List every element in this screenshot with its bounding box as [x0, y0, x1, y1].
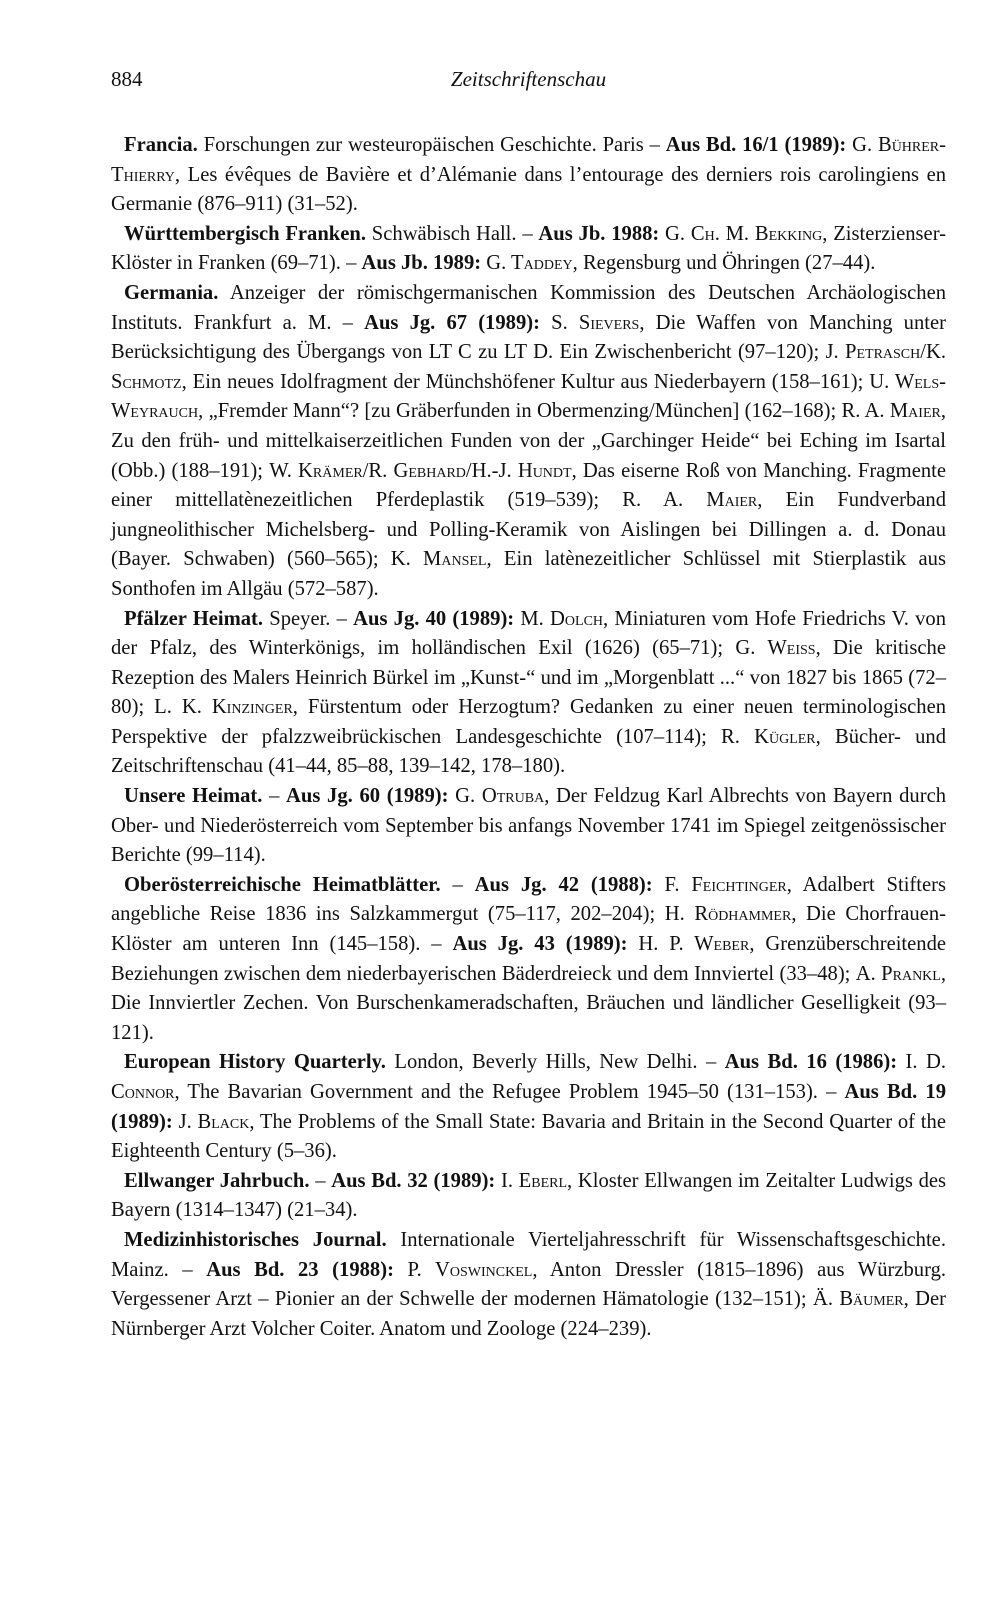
journal-entry: Germania. Anzeiger der römischgermanischen Kommission des Deutschen Archäologischen Instituts. Frankfurt a. M. – Aus Jg. 67 (1989): S. Sievers, Die Waffen von Manching unter Berücksichtigung des Übergangs von LT C zu LT D. Ein Zwischenbericht (97–120); J. Petrasch/K. Schmotz, Ein neues Idolfragment der Münchshöfener Kultur aus Niederbayern (158–161); U. Wels-Weyrauch, „Fremder Mann“? [zu Gräberfunden in Obermenzing/München] (162–168); R. A. Maier, Zu den früh- und mittelkaiserzeitlichen Funden von der „Garchinger Heide“ bei Eching im Isartal (Obb.) (188–191); W. Krämer/R. Gebhard/H.-J. Hundt, Das eiserne Roß von Manching. Fragmente einer mittellatènezeitlichen Pferdeplastik (519–539); R. A. Maier, Ein Fundverband jungneolithischer Michelsberg- und Polling-Keramik von Aislingen bei Dillingen a. d. Donau (Bayer. Schwaben) (560–565); K. Mansel, Ein latènezeitlicher Schlüssel mit Stierplastik aus Sonthofen im Allgäu (572–587).	[111, 281, 947, 600]
journal-name: Pfälzer Heimat.	[124, 607, 264, 630]
article-title: Ein neues Idolfragment der Münchshöfener Kultur aus Niederbayern (158–161);	[192, 370, 864, 393]
article-title: Die Chorfrauen-Klöster am unteren Inn (145–158).	[111, 903, 946, 956]
article-title: Adalbert Stifters angebliche Reise 1836 ins Salzkammergut (75–117, 202–204);	[111, 873, 947, 926]
article-title: „Fremder Mann“? [zu Gräberfunden in Obermenzing/München] (162–168);	[208, 400, 837, 423]
volume-reference: Aus Bd. 23 (1988):	[206, 1258, 394, 1281]
article-title: Grenzüberschreitende Beziehungen zwischen dem niederbayerischen Bäderdreieck und dem Innviertel (33–48);	[111, 933, 947, 985]
volume-reference: Aus Jb. 1989:	[361, 252, 482, 275]
article-author: J. Petrasch/K. Schmotz	[111, 341, 946, 393]
article-author: U. Wels-Weyrauch	[111, 370, 947, 423]
article-title: Ein Fundverband jungneolithischer Michelsberg- und Polling-Keramik von Aislingen bei Dillingen a. d. Donau (Bayer. Schwaben) (560–565);	[111, 489, 947, 571]
bibliography-list	[111, 131, 946, 1344]
volume-reference: Aus Bd. 19 (1989):	[111, 1081, 946, 1133]
journal-name: Württembergisch Franken.	[124, 222, 367, 245]
article-author: G. Bührer-Thierry	[111, 134, 946, 186]
journal-entry: Francia. Forschungen zur westeuropäischen Geschichte. Paris – Aus Bd. 16/1 (1989): G. Bührer-Thierry, Les évêques de Bavière et d’Alémanie dans l’entourage des derniers rois carolingiens en Germanie (876–911) (31–52).	[111, 134, 947, 216]
article-author: M. Dolch	[520, 607, 604, 630]
journal-name: Oberösterreichische Heimatblätter.	[124, 873, 441, 896]
journal-name: Germania.	[124, 281, 219, 304]
volume-reference: Aus Jb. 1988:	[538, 222, 660, 245]
article-author: P. Voswinckel	[407, 1258, 533, 1281]
volume-reference: Aus Jg. 60 (1989):	[286, 785, 449, 808]
journal-subtitle: London, Beverly Hills, New Delhi.	[394, 1051, 698, 1074]
article-author: H. P. Weber	[638, 933, 750, 956]
article-author: F. Feichtinger	[664, 873, 787, 896]
article-title: The Problems of the Small State: Bavaria and Britain in the Second Quarter of the Eighteenth Century (5–36).	[111, 1110, 946, 1163]
article-title: Zisterzienser-Klöster in Franken (69–71).	[111, 222, 946, 275]
article-title: Die Waffen von Manching unter Berücksichtigung des Übergangs von LT C zu LT D. Ein Zwischenbericht (97–120);	[111, 311, 946, 364]
article-author: W. Krämer/R. Gebhard/H.-J. Hundt	[269, 459, 572, 482]
article-author: I. D. Connor	[111, 1051, 947, 1103]
article-author: H. Rödhammer	[664, 903, 792, 926]
article-author: I. Eberl	[500, 1169, 568, 1192]
article-author: J. Black	[178, 1110, 250, 1133]
article-author: R. A. Maier	[622, 489, 758, 512]
page-number: 884	[111, 67, 143, 91]
volume-reference: Aus Bd. 32 (1989):	[331, 1169, 496, 1192]
article-author: R. A. Maier	[841, 400, 941, 423]
journal-subtitle: Internationale Vierteljahresschrift für Wissenschaftsgeschichte. Mainz.	[111, 1228, 946, 1281]
volume-reference: Aus Bd. 16/1 (1989):	[665, 134, 847, 156]
journal-subtitle: Forschungen zur westeuropäischen Geschichte. Paris	[203, 134, 644, 156]
journal-name: Ellwanger Jahrbuch.	[124, 1169, 310, 1192]
article-title: Bücher- und Zeitschriftenschau (41–44, 85–88, 139–142, 178–180).	[111, 725, 946, 778]
journal-subtitle: Speyer.	[269, 607, 331, 630]
journal-entry: Medizinhistorisches Journal. Internationale Vierteljahresschrift für Wissenschaftsgeschichte. Mainz. – Aus Bd. 23 (1988): P. Voswinckel, Anton Dressler (1815–1896) aus Würzburg. Vergessener Arzt – Pionier an der Schwelle der modernen Hämatologie (132–151); Ä. Bäumer, Der Nürnberger Arzt Volcher Coiter. Anatom und Zoologe (224–239).	[111, 1228, 947, 1340]
article-author: A. Prankl	[855, 962, 941, 985]
article-title: Regensburg und Öhringen (27–44).	[582, 252, 876, 275]
volume-reference: Aus Bd. 16 (1986):	[724, 1051, 898, 1074]
journal-name: Unsere Heimat.	[124, 785, 263, 808]
article-title: Zu den früh- und mittelkaiserzeitlichen Funden von der „Garchinger Heide“ bei Eching im Isartal (Obb.) (188–191);	[111, 429, 946, 482]
article-title: Fürstentum oder Herzogtum? Gedanken zu einer neuen terminologischen Perspektive der pfalzzweibrückischen Landesgeschichte (107–114);	[111, 696, 947, 748]
volume-reference: Aus Jg. 67 (1989):	[364, 311, 540, 334]
running-head	[111, 66, 946, 100]
article-title: Kloster Ellwangen im Zeitalter Ludwigs des Bayern (1314–1347) (21–34).	[111, 1169, 947, 1222]
article-title: Das eiserne Roß von Manching. Fragmente einer mittellatènezeitlichen Pferdeplastik (519–539);	[111, 459, 946, 512]
running-title: Zeitschriftenschau	[450, 67, 607, 91]
journal-name: Francia.	[124, 134, 198, 156]
article-author: G. Ch. M. Bekking	[665, 222, 823, 245]
article-author: K. Mansel	[390, 548, 487, 571]
article-title: Miniaturen vom Hofe Friedrichs V. von der Pfalz, des Winterkönigs, im holländischen Exil (1626) (65–71);	[111, 607, 947, 660]
article-title: The Bavarian Government and the Refugee Problem 1945–50 (131–153).	[187, 1081, 818, 1103]
journal-name: Medizinhistorisches Journal.	[124, 1228, 387, 1251]
volume-reference: Aus Jg. 40 (1989):	[353, 607, 515, 630]
journal-entry: Unsere Heimat. – Aus Jg. 60 (1989): G. Otruba, Der Feldzug Karl Albrechts von Bayern durch Ober- und Niederösterreich vom September bis anfangs November 1741 im Spiegel zeitgenössischer Berichte (99–114).	[111, 785, 947, 867]
journal-entry: Pfälzer Heimat. Speyer. – Aus Jg. 40 (1989): M. Dolch, Miniaturen vom Hofe Friedrichs V. von der Pfalz, des Winterkönigs, im holländischen Exil (1626) (65–71); G. Weiss, Die kritische Rezeption des Malers Heinrich Bürkel im „Kunst-“ und im „Morgenblatt ...“ von 1827 bis 1865 (72–80); L. K. Kinzinger, Fürstentum oder Herzogtum? Gedanken zu einer neuen terminologischen Perspektive der pfalzzweibrückischen Landesgeschichte (107–114); R. Kügler, Bücher- und Zeitschriftenschau (41–44, 85–88, 139–142, 178–180).	[111, 607, 947, 778]
journal-subtitle: Anzeiger der römischgermanischen Kommission des Deutschen Archäologischen Instituts. Frankfurt a. M.	[111, 281, 947, 334]
journal-entry: Ellwanger Jahrbuch. – Aus Bd. 32 (1989): I. Eberl, Kloster Ellwangen im Zeitalter Ludwigs des Bayern (1314–1347) (21–34).	[111, 1169, 947, 1222]
journal-entry: Württembergisch Franken. Schwäbisch Hall. – Aus Jb. 1988: G. Ch. M. Bekking, Zisterzienser-Klöster in Franken (69–71). – Aus Jb. 1989: G. Taddey, Regensburg und Öhringen (27–44).	[111, 222, 946, 275]
article-title: Anton Dressler (1815–1896) aus Würzburg. Vergessener Arzt – Pionier an der Schwelle der modernen Hämatologie (132–151);	[111, 1258, 947, 1311]
journal-subtitle: Schwäbisch Hall.	[371, 222, 517, 245]
article-author: G. Otruba	[455, 785, 545, 808]
article-title: Les évêques de Bavière et d’Alémanie dans l’entourage des derniers rois carolingiens en Germanie (876–911) (31–52).	[111, 163, 947, 216]
article-author: R. Kügler	[721, 725, 816, 748]
journal-entry: Oberösterreichische Heimatblätter. – Aus Jg. 42 (1988): F. Feichtinger, Adalbert Stifters angebliche Reise 1836 ins Salzkammergut (75–117, 202–204); H. Rödhammer, Die Chorfrauen-Klöster am unteren Inn (145–158). – Aus Jg. 43 (1989): H. P. Weber, Grenzüberschreitende Beziehungen zwischen dem niederbayerischen Bäderdreieck und dem Innviertel (33–48); A. Prankl, Die Innviertler Zechen. Von Burschenkameradschaften, Bräuchen und ländlicher Geselligkeit (93–121).	[111, 873, 947, 1044]
article-title: Der Nürnberger Arzt Volcher Coiter. Anatom und Zoologe (224–239).	[111, 1288, 946, 1340]
article-author: G. Weiss	[735, 637, 816, 660]
article-author: Ä. Bäumer	[812, 1288, 904, 1311]
article-title: Der Feldzug Karl Albrechts von Bayern durch Ober- und Niederösterreich vom September bis anfangs November 1741 im Spiegel zeitgenössischer Berichte (99–114).	[111, 785, 947, 867]
article-title: Die Innviertler Zechen. Von Burschenkameradschaften, Bräuchen und ländlicher Geselligkeit (93–121).	[111, 992, 946, 1044]
journal-name: European History Quarterly.	[124, 1051, 386, 1074]
article-author: S. Sievers	[551, 311, 640, 334]
article-title: Ein latènezeitlicher Schlüssel mit Stierplastik aus Sonthofen im Allgäu (572–587).	[111, 548, 946, 600]
volume-reference: Aus Jg. 42 (1988):	[474, 873, 653, 896]
article-author: L. K. Kinzinger	[154, 696, 293, 719]
article-title: Die kritische Rezeption des Malers Heinrich Bürkel im „Kunst-“ und im „Morgenblatt ...“ von 1827 bis 1865 (72–80);	[111, 637, 946, 719]
volume-reference: Aus Jg. 43 (1989):	[452, 933, 628, 956]
journal-entry: European History Quarterly. London, Beverly Hills, New Delhi. – Aus Bd. 16 (1986): I. D. Connor, The Bavarian Government and the Refugee Problem 1945–50 (131–153). – Aus Bd. 19 (1989): J. Black, The Problems of the Small State: Bavaria and Britain in the Second Quarter of the Eighteenth Century (5–36).	[111, 1051, 947, 1163]
article-author: G. Taddey	[486, 252, 573, 275]
